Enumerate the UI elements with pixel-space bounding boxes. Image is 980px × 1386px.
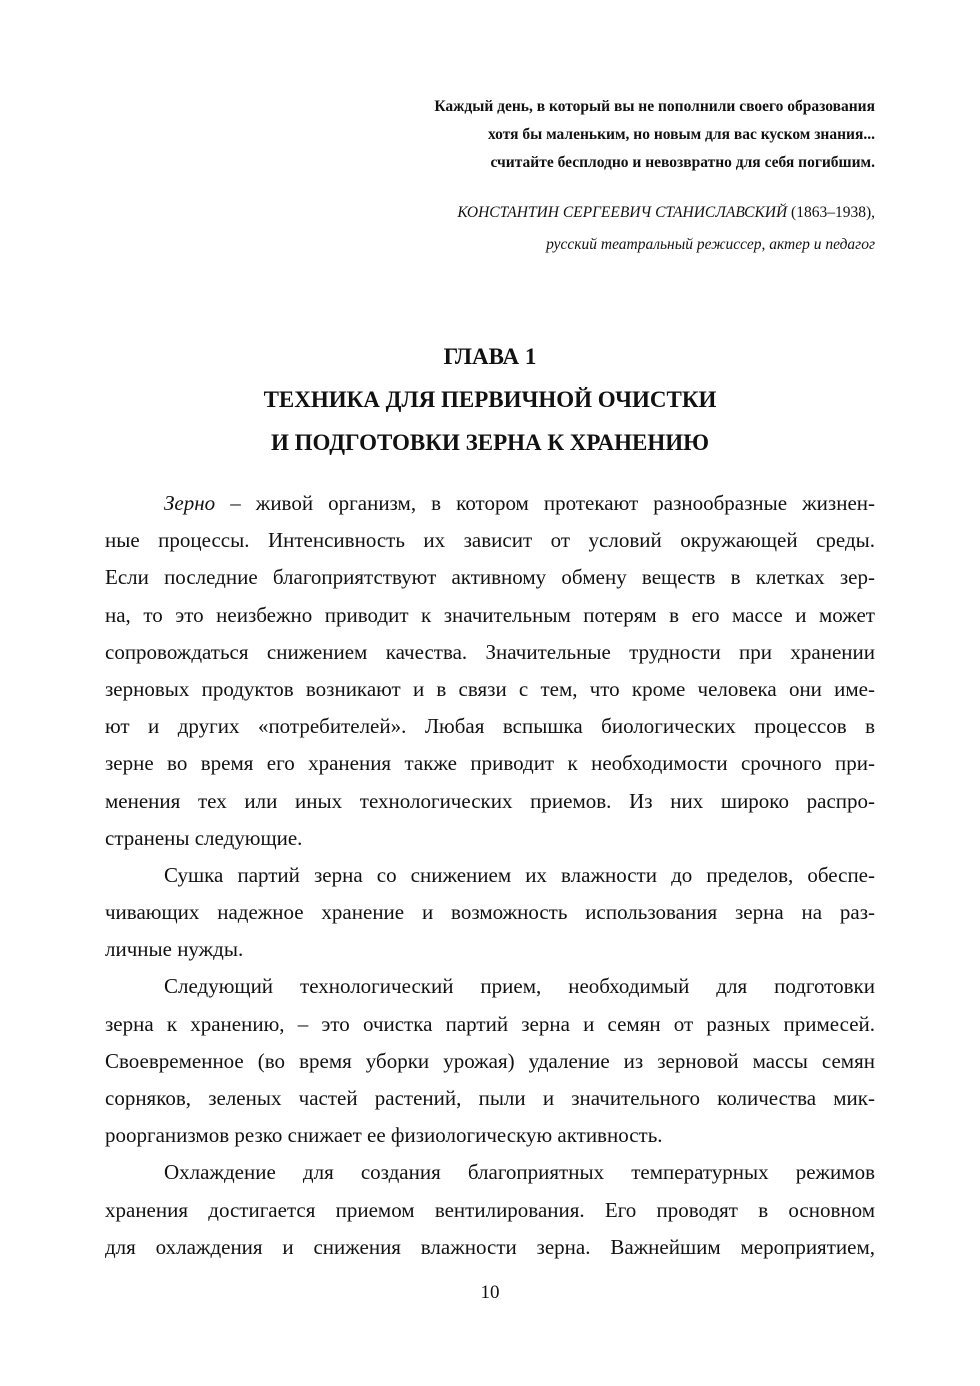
chapter-title-line-1: ТЕХНИКА ДЛЯ ПЕРВИЧНОЙ ОЧИСТКИ [263,387,717,412]
paragraph-1-line: Зерно – живой организм, в котором протекают разнообразные жизнен- [164,491,875,515]
paragraph-1-line: Если последние благоприятствуют активному обмену веществ в клетках зер- [105,565,875,590]
term-zerno: Зерно [164,491,216,515]
paragraph-1-line: зерновых продуктов возникают и в связи с тем, что кроме человека они име- [105,676,875,701]
paragraph-1-line: странены следующие. [105,825,303,850]
page-number: 10 [480,1282,500,1303]
chapter-title-line-2: И ПОДГОТОВКИ ЗЕРНА К ХРАНЕНИЮ [270,430,710,455]
chapter-number: ГЛАВА 1 [443,344,537,369]
body-text [105,485,875,1266]
epigraph [434,93,875,261]
paragraph-1-line: ют и других «потребителей». Любая вспышка биологических процессов в [105,714,875,739]
paragraph-3-line: Следующий технологический прием, необходимый для подготовки [164,974,875,999]
paragraph-1-line: на, то это неизбежно приводит к значительным потерям в его массе и может [105,602,875,627]
paragraph-4-line: хранения достигается приемом вентилирования. Его проводят в основном [105,1197,875,1222]
paragraph-3-line: сорняков, зеленых частей растений, пыли и значительного количества мик- [105,1086,875,1110]
paragraph-3-line: Своевременное (во время уборки урожая) удаление из зерновой массы семян [105,1048,875,1073]
paragraph-2-line: Сушка партий зерна со снижением их влажности до пределов, обеспе- [164,862,875,887]
paragraph-2-line: личные нужды. [105,937,244,962]
chapter-heading [0,335,980,464]
epigraph-quote-line-2: хотя бы маленьким, но новым для вас куском знания... [487,126,875,143]
paragraph-4-line: Охлаждение для создания благоприятных температурных режимов [164,1160,875,1185]
paragraph-3-line: зерна к хранению, – это очистка партий зерна и семян от разных примесей. [105,1011,875,1036]
epigraph-description: русский театральный режиссер, актер и педагог [546,236,875,253]
paragraph-1-line: сопровождаться снижением качества. Значительные трудности при хранении [105,639,875,664]
epigraph-years: (1863–1938), [787,204,875,221]
paragraph-1-line: зерне во время его хранения также приводит к необходимости срочного при- [105,751,875,776]
paragraph-1-line: менения тех или иных технологических приемов. Из них широко распро- [105,788,875,813]
epigraph-author-line [434,197,875,229]
paragraph-3-line: роорганизмов резко снижает ее физиологическую активность. [105,1123,663,1148]
epigraph-quote-line-1: Каждый день, в который вы не пополнили своего образования [434,98,875,115]
paragraph-1-line: ные процессы. Интенсивность их зависит от условий окружающей среды. [105,528,875,553]
paragraph-4-line: для охлаждения и снижения влажности зерна. Важнейшим мероприятием, [105,1234,875,1259]
epigraph-attribution [434,197,875,261]
paragraph-2-line: чивающих надежное хранение и возможность использования зерна на раз- [105,900,875,925]
epigraph-author: КОНСТАНТИН СЕРГЕЕВИЧ СТАНИСЛАВСКИЙ [457,204,788,221]
epigraph-quote-line-3: считайте бесплодно и невозвратно для себя погибшим. [490,154,875,171]
